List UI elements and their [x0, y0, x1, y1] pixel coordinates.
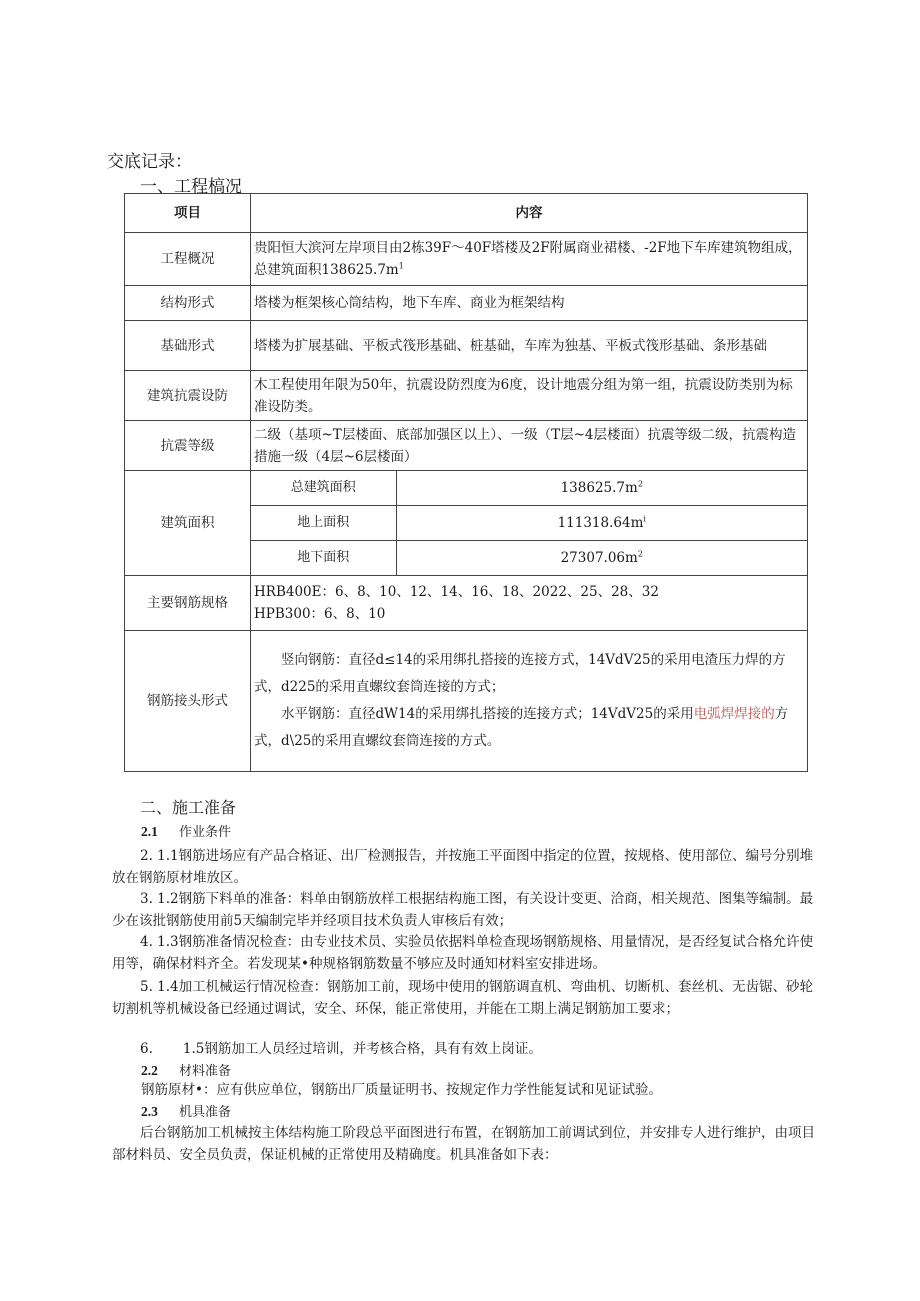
- table-row: [125, 631, 808, 772]
- table-row: [125, 421, 808, 471]
- section1-title: 一、工程槁况: [140, 177, 242, 197]
- row-content: 塔楼为框架核心筒结构，地下车库、商业为框架结构: [251, 286, 808, 321]
- table-row: [125, 321, 808, 371]
- rebar-spec-line1: HRB400E：6、8、10、12、14、16、18、2022、25、28、32: [254, 584, 659, 600]
- row-content: 贵阳恒大滨河左岸项目由2栋39F～40F塔楼及2F附属商业裙楼、-2F地下车库建筑物组成，总建筑面积$138625.7m^1$: [251, 233, 808, 286]
- table-row-area: [125, 471, 808, 576]
- row-label: 建筑面积: [125, 471, 251, 576]
- table-header-row: [125, 194, 808, 233]
- subsection-2-1-heading: 2.1 作业条件: [141, 824, 232, 840]
- row-label: 主要钢筋规格: [125, 576, 251, 631]
- area-row: [251, 471, 807, 506]
- row-label: 钢筋接头形式: [125, 631, 251, 772]
- paragraph-item-6: 6. 1.5钢筋加工人员经过培训，并考核合格，具有有效上岗证。: [140, 1041, 542, 1057]
- area-value: $138625.7m^2$: [396, 471, 807, 506]
- row-content: 塔楼为扩展基础、平板式筏形基础、桩基础，车库为独基、平板式筏形基础、条形基础: [251, 321, 808, 371]
- area-row: [251, 541, 807, 576]
- project-overview-table: [124, 193, 808, 772]
- paragraph-item-5: 5. 1.4加工机械运行情况检查：钢筋加工前，现场中使用的钢筋调直机、弯曲机、切断机、套丝机、无齿锯、砂轮切割机等机械设备已经通过调试，安全、环保，能正常使用，并能在工期上满足钢筋加工要求；: [112, 979, 814, 1017]
- area-name: 总建筑面积: [251, 471, 396, 506]
- joint-vertical: 竖向钢筋：直径d≤14的采用绑扎搭接的连接方式，14VdV25的采用电渣压力焊的方式，d225的采用直螺纹套筒连接的方式；: [254, 652, 786, 695]
- rebar-spec-line2: HPB300：6、8、10: [254, 606, 386, 622]
- row-label: 抗震等级: [125, 421, 251, 471]
- joint-horizontal: 水平钢筋：直径dW14的采用绑扎搭接的连接方式；14VdV25的采用电弧焊焊接的方式，d\25的采用直螺纹套筒连接的方式。: [254, 706, 789, 749]
- row-label: 结构形式: [125, 286, 251, 321]
- row-content: [251, 631, 808, 772]
- row-label: 工程概况: [125, 233, 251, 286]
- area-name: 地下面积: [251, 541, 396, 576]
- row-content: 二级（基项~T层楼面、底部加强区以上）、一级（T层~4层楼面）抗震等级二级，抗震构造措施一级（4层~6层楼面）: [251, 421, 808, 471]
- header-item: 项目: [125, 194, 251, 233]
- equipment-paragraph: 后台钢筋加工机械按主体结构施工阶段总平面图进行布置，在钢筋加工前调试到位，并安排专人进行维护，由项目部材料员、安全员负责，保证机械的正常使用及精确度。机具准备如下表：: [112, 1125, 815, 1163]
- row-label: 建筑抗震设防: [125, 371, 251, 421]
- row-content: 木工程使用年限为50年，抗震设防烈度为6度，设计地震分组为第一组，抗震设防类别为标准设防类。: [251, 371, 808, 421]
- subsection-2-3-heading: 2.3 机具准备: [141, 1104, 232, 1120]
- subsection-2-2-heading: 2.2 材料准备: [141, 1063, 232, 1079]
- paragraph-item-4: 4. 1.3钢筋准备情况检查：由专业技术员、实验员依据料单检查现场钢筋规格、用量情况，是否经复试合格允许使用等，确保材料齐全。若发现某•种规格钢筋数量不够应及时通知材料室安排进场。: [112, 934, 814, 972]
- highlighted-text: 电弧焊焊接的: [693, 706, 775, 722]
- area-name: 地上面积: [251, 506, 396, 541]
- table-row: [125, 576, 808, 631]
- paragraph-item-3: 3. 1.2钢筋下料单的准备：料单由钢筋放样工根据结构施工图，有关设计变更、洽商，相关规范、图集等编制。最少在该批钢筋使用前5天编制完毕并经项目技术负责人审核后有效；: [112, 891, 814, 929]
- row-label: 基础形式: [125, 321, 251, 371]
- materials-paragraph: 钢筋原材•：应有供应单位，钢筋出厂质量证明书、按规定作力学性能复试和见证试验。: [141, 1082, 662, 1098]
- table-row: [125, 371, 808, 421]
- table-row: [125, 233, 808, 286]
- row-content: [251, 576, 808, 631]
- record-title: 交底记录：: [107, 152, 192, 172]
- table-row: [125, 286, 808, 321]
- section2-title: 二、施工准备: [140, 798, 237, 817]
- area-value: $111318.64m^i$: [396, 506, 807, 541]
- header-content: 内容: [251, 194, 808, 233]
- paragraph-item-2: 2. 1.1钢筋进场应有产品合格证、出厂检测报告，并按施工平面图中指定的位置，按规格、使用部位、编号分别堆放在钢筋原材堆放区。: [112, 848, 814, 886]
- area-value: $27307.06m^2$: [560, 549, 643, 566]
- area-subtable-cell: [251, 471, 808, 576]
- area-row: [251, 506, 807, 541]
- area-subtable: [251, 471, 807, 575]
